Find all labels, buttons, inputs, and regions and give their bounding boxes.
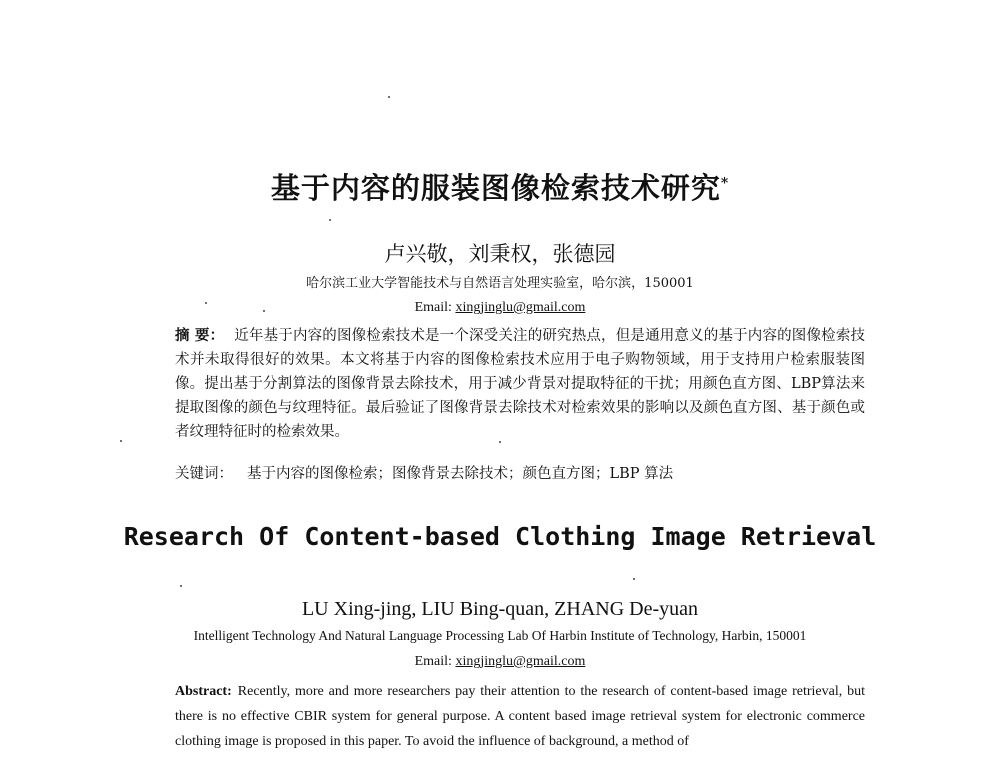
title-footnote-mark: * xyxy=(720,175,730,192)
scan-speck xyxy=(633,578,635,580)
abstract-text-en: Recently, more and more researchers pay their attention to the research of content-based image retrieval, but there is no effective CBIR system for general purpose. A content based image retrieval system for electronic commerce clothing image is proposed in this paper. To avoid the influence of background, a method of xyxy=(175,684,865,749)
keywords-text-zh: 基于内容的图像检索；图像背景去除技术；颜色直方图；LBP 算法 xyxy=(247,466,674,482)
keywords-label-zh: 关键词： xyxy=(175,466,233,482)
scan-speck xyxy=(329,219,331,221)
email-line-zh xyxy=(0,300,1000,316)
email-label-zh: Email: xyxy=(414,300,456,315)
paper-title-en: Research Of Content-based Clothing Image Retrieval xyxy=(123,522,877,551)
paper-title-zh xyxy=(0,166,1000,207)
abstract-label-en: Abstract: xyxy=(175,684,232,699)
affiliation-zh: 哈尔滨工业大学智能技术与自然语言处理实验室，哈尔滨，150001 xyxy=(306,276,694,291)
email-link-zh[interactable]: xingjinglu@gmail.com xyxy=(455,300,586,315)
email-label-en: Email: xyxy=(414,654,456,669)
affiliation-en: Intelligent Technology And Natural Language Processing Lab Of Harbin Institute of Technology, Harbin, 150001 xyxy=(193,628,807,643)
abstract-zh xyxy=(175,324,865,444)
abstract-en xyxy=(175,679,865,754)
scan-speck xyxy=(205,302,207,304)
scan-speck xyxy=(180,585,182,587)
keywords-zh xyxy=(175,462,865,486)
email-line-en xyxy=(0,654,1000,670)
scan-speck xyxy=(263,310,265,312)
email-link-en[interactable]: xingjinglu@gmail.com xyxy=(455,654,586,669)
abstract-text-zh: 近年基于内容的图像检索技术是一个深受关注的研究热点，但是通用意义的基于内容的图像检索技术并未取得很好的效果。本文将基于内容的图像检索技术应用于电子购物领域，用于支持用户检索服装图像。提出基于分割算法的图像背景去除技术，用于减少背景对提取特征的干扰；用颜色直方图、LBP算法来提取图像的颜色与纹理特征。最后验证了图像背景去除技术对检索效果的影响以及颜色直方图、基于颜色或者纹理特征时的检索效果。 xyxy=(175,328,865,440)
scan-speck xyxy=(388,96,390,98)
abstract-label-zh: 摘 要： xyxy=(175,327,225,344)
authors-zh: 卢兴敬，刘秉权，张德园 xyxy=(384,242,616,266)
authors-en: LU Xing-jing, LIU Bing-quan, ZHANG De-yuan xyxy=(301,598,699,620)
scan-speck xyxy=(499,441,501,443)
scan-speck xyxy=(120,440,122,442)
paper-title-zh-text: 基于内容的服装图像检索技术研究 xyxy=(270,171,721,205)
